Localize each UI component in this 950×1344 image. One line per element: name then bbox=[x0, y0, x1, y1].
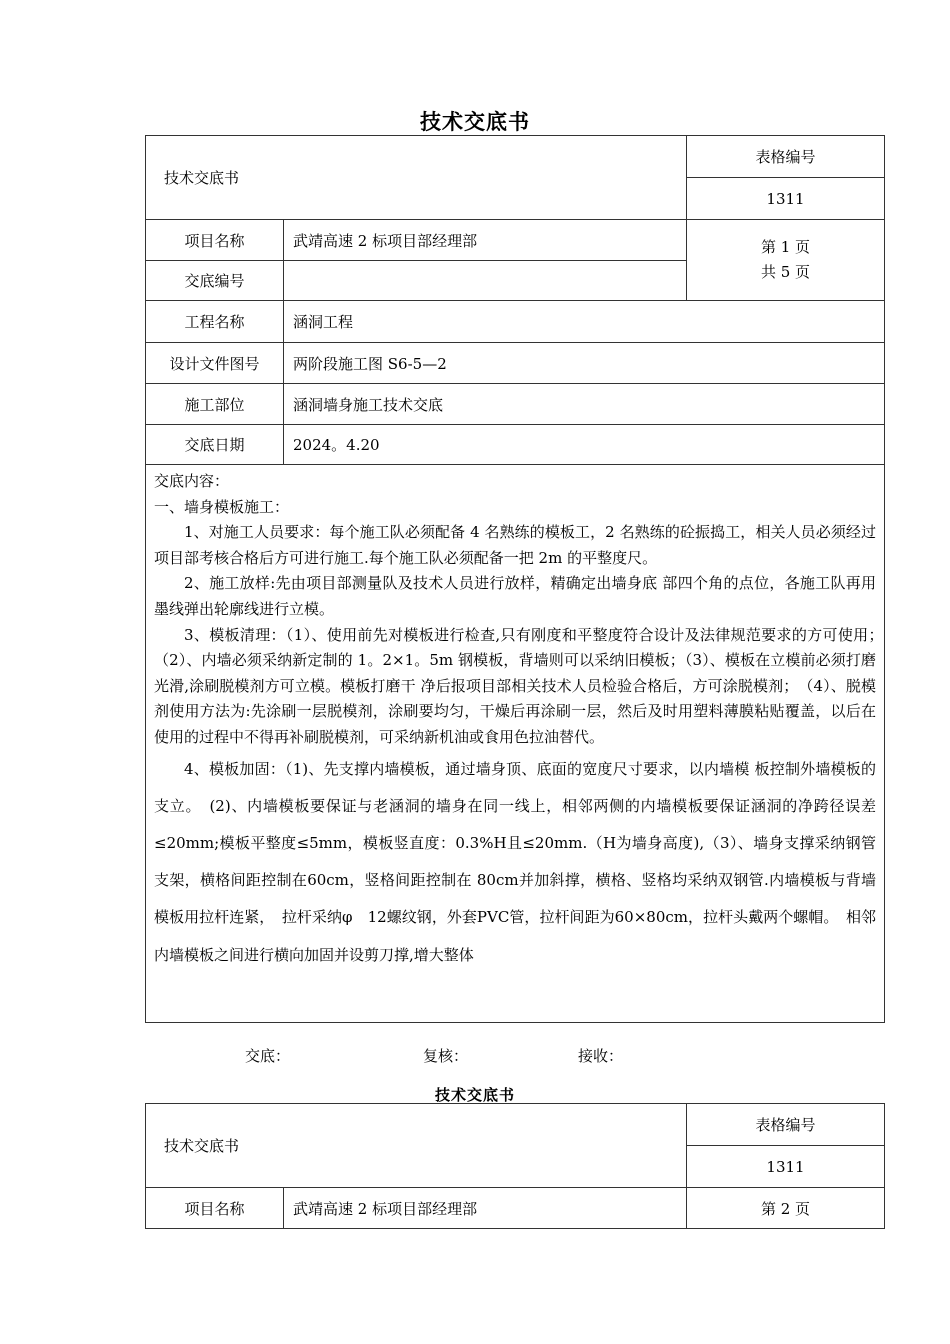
content-paragraph: 3、模板清理：（1）、使用前先对模板进行检查,只有刚度和平整度符合设计及法律规范要求的方可使用； （2）、内墙必须采纳新定制的 1。2×1。5m 钢模板，背墙则可以采纳旧模板；（3）、模板在立模前必须打磨光滑,涂刷脱模剂方可立模。模板打磨干 净后报项目部相关技术人员检验合格后，方可涂脱模剂； （4）、脱模剂使用方法为:先涂刷一层脱模剂，涂刷要均匀，干燥后再涂刷一层，然后及时用塑料薄膜粘贴覆盖，以后在使用的过程中不得再补刷脱模剂，可采纳新机油或食用色拉油替代。 bbox=[154, 625, 892, 746]
handover-form-table-page2 bbox=[145, 1103, 885, 1229]
content-paragraph: 1、对施工人员要求：每个施工队必须配备 4 名熟练的模板工，2 名熟练的砼振捣工，相关人员必须经过项目部考核合格后方可进行施工.每个施工队必须配备一把 2m 的平整度尺。 bbox=[154, 523, 877, 567]
signature-receive: 接收： bbox=[578, 1047, 624, 1065]
content-intro: 交底内容： bbox=[154, 472, 230, 490]
page-current: 第 2 页 bbox=[687, 1188, 885, 1229]
page-indicator bbox=[687, 220, 885, 301]
handover-no-value bbox=[284, 261, 687, 301]
eng-name-value: 涵洞工程 bbox=[284, 301, 885, 343]
project-name-value: 武靖高速 2 标项目部经理部 bbox=[284, 220, 687, 261]
signature-review: 复核： bbox=[423, 1047, 469, 1065]
location-label: 施工部位 bbox=[146, 384, 284, 425]
page-current: 第 1 页 bbox=[760, 238, 811, 256]
section-heading: 一、墙身模板施工： bbox=[154, 497, 290, 516]
design-doc-label: 设计文件图号 bbox=[146, 343, 284, 384]
signature-handover: 交底： bbox=[245, 1047, 291, 1065]
form-no-value: 1311 bbox=[687, 1146, 885, 1188]
form-no-label: 表格编号 bbox=[687, 136, 885, 178]
document-title-page2: 技术交底书 bbox=[434, 1086, 515, 1104]
location-value: 涵洞墙身施工技术交底 bbox=[284, 384, 885, 425]
handover-form-table bbox=[145, 135, 892, 1023]
project-name-label: 项目名称 bbox=[146, 220, 284, 261]
page-total: 共 5 页 bbox=[760, 263, 811, 281]
content-paragraph: 4、模板加固：（1)、先支撑内墙模板，通过墙身顶、底面的宽度尺寸要求，以内墙模 板控制外墙模板的支立。 (2)、内墙模板要保证与老涵洞的墙身在同一线上，相邻两侧的内墙模板要保证涵洞的净跨径误差≤20mm;模板平整度≤5mm，模板竖直度：0.3%H且≤20mm.（H为墙身高度),（3）、墙身支撑采纳钢管支架，横格间距控制在60cm，竖格间距控制在 80cm并加斜撑，横格、竖格均采纳双钢管.内墙模板与背墙模板用拉杆连紧， 拉杆采纳φ 12螺纹钢，外套PVC管，拉杆间距为60×80cm，拉杆头戴两个螺帽。 相邻内墙模板之间进行横向加固并设剪刀撑,增大整体 bbox=[154, 759, 877, 964]
date-value: 2024。4.20 bbox=[284, 425, 885, 465]
eng-name-label: 工程名称 bbox=[146, 301, 284, 343]
content-paragraph: 2、施工放样:先由项目部测量队及技术人员进行放样，精确定出墙身底 部四个角的点位，各施工队再用墨线弹出轮廓线进行立模。 bbox=[154, 574, 877, 618]
form-header-label: 技术交底书 bbox=[146, 136, 687, 220]
handover-content bbox=[146, 465, 892, 1023]
form-no-value: 1311 bbox=[687, 178, 885, 220]
design-doc-value: 两阶段施工图 S6-5—2 bbox=[284, 343, 885, 384]
form-no-label: 表格编号 bbox=[687, 1104, 885, 1146]
date-label: 交底日期 bbox=[146, 425, 284, 465]
project-name-value: 武靖高速 2 标项目部经理部 bbox=[284, 1188, 687, 1229]
handover-no-label: 交底编号 bbox=[146, 261, 284, 301]
project-name-label: 项目名称 bbox=[146, 1188, 284, 1229]
form-header-label: 技术交底书 bbox=[146, 1104, 687, 1188]
document-title: 技术交底书 bbox=[420, 110, 530, 134]
